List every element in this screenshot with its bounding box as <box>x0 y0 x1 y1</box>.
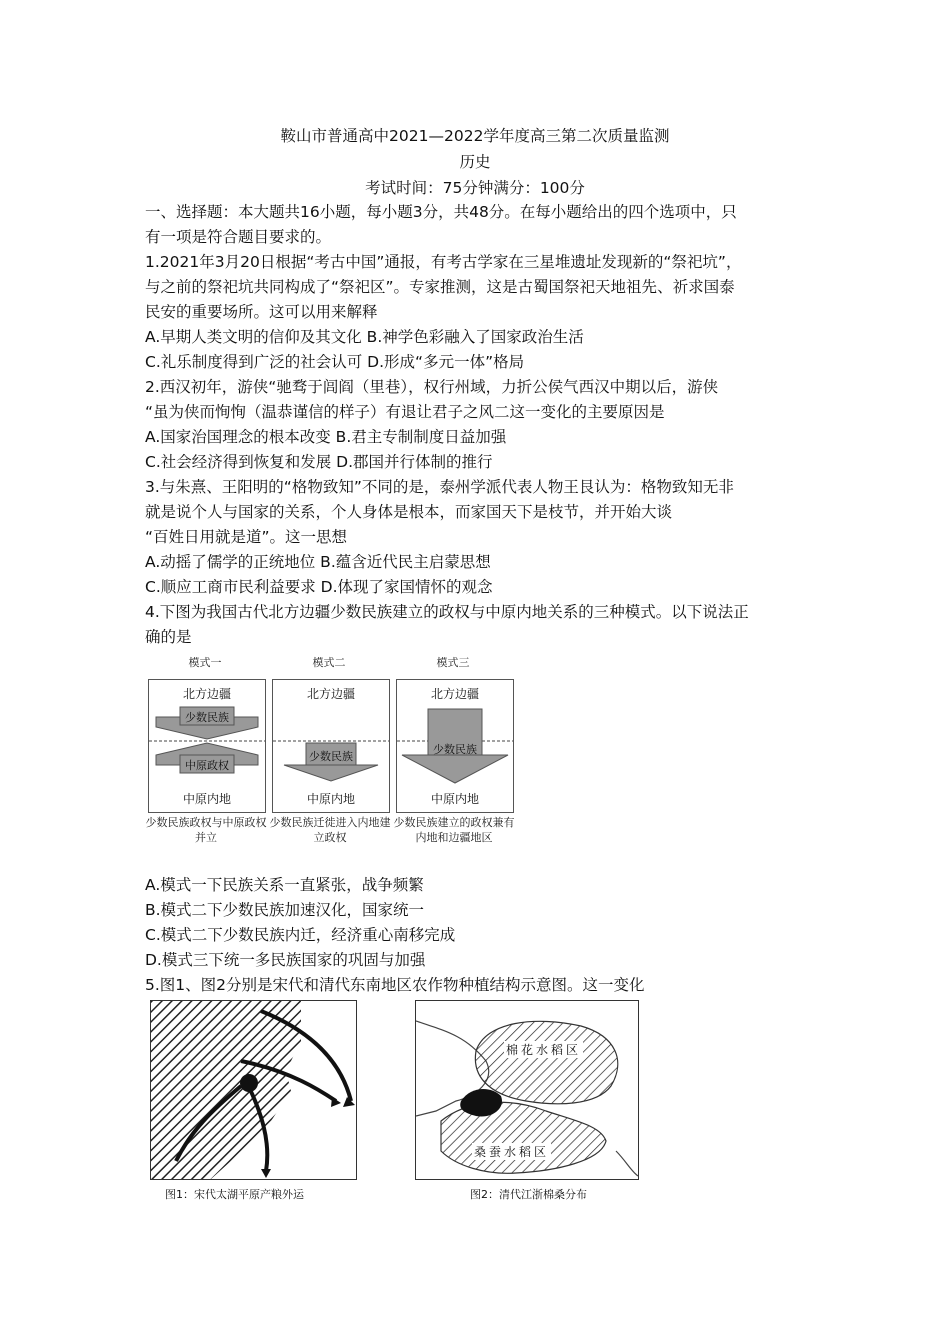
q1-stem-line3: 民安的重要场所。这可以用来解释 <box>145 303 378 321</box>
mode-caption: 少数民族迁徙进入内地建立政权 <box>269 816 391 844</box>
q2-stem-line1: 2.西汉初年，游侠“驰骛于闾阎（里巷），权行州域，力折公侯气西汉中期以后，游侠 <box>145 378 719 396</box>
mode-title: 模式一 <box>188 656 222 669</box>
mode-three-panel <box>393 651 513 846</box>
mode-arrow-label: 少数民族 <box>309 750 353 763</box>
q4-option-d: D.模式三下统一多民族国家的巩固与加强 <box>145 951 426 969</box>
mode-arrow-label: 少数民族 <box>185 711 229 724</box>
section-instructions-line1: 一、选择题：本大题共16小题，每小题3分，共48分。在每小题给出的四个选项中，只 <box>145 203 737 221</box>
mode-title: 模式三 <box>436 656 470 669</box>
mode-top-label: 北方边疆 <box>430 687 479 701</box>
down-arrow-shape <box>402 755 508 783</box>
q1-options-ab: A.早期人类文明的信仰及其文化 B.神学色彩融入了国家政治生活 <box>145 328 584 346</box>
mode-two-arrows <box>272 679 390 813</box>
song-taihu-grain-map <box>150 1000 357 1180</box>
map-illustration <box>151 1001 356 1179</box>
silk-rice-region-label: 桑蚕水稻区 <box>474 1145 550 1159</box>
mode-bottom-label: 中原内地 <box>306 792 355 806</box>
q4-stem-line2: 确的是 <box>145 628 192 646</box>
mode-top-label: 北方边疆 <box>182 687 231 701</box>
q4-option-b: B.模式二下少数民族加速汉化，国家统一 <box>145 901 425 919</box>
mode-arrow-label: 中原政权 <box>185 759 229 772</box>
q1-stem-line2: 与之前的祭祀坑共同构成了“祭祀区”。专家推测，这是古蜀国祭祀天地祖先、祈求国泰 <box>145 278 735 296</box>
mode-bottom-label: 中原内地 <box>430 792 479 806</box>
mode-two-panel <box>269 651 389 846</box>
q3-stem-line3: “百姓日用就是道”。这一思想 <box>145 528 348 546</box>
q5-stem-line1: 5.图1、图2分别是宋代和清代东南地区农作物种植结构示意图。这一变化 <box>145 976 645 994</box>
mode-one-panel <box>145 651 265 846</box>
q2-options-cd: C.社会经济得到恢复和发展 D.郡国并行体制的推行 <box>145 453 493 471</box>
exam-time-info: 考试时间：75分钟满分：100分 <box>365 179 585 197</box>
q3-options-ab: A.动摇了儒学的正统地位 B.蕴含近代民主启蒙思想 <box>145 553 491 571</box>
q3-stem-line2: 就是说个人与国家的关系，个人身体是根本，而家国天下是枝节，并开始大谈 <box>145 503 673 521</box>
mode-top-label: 北方边疆 <box>306 687 355 701</box>
q4-stem-line1: 4.下图为我国古代北方边疆少数民族建立的政权与中原内地关系的三种模式。以下说法正 <box>145 603 749 621</box>
down-arrow-shape <box>284 765 378 781</box>
q4-option-a: A.模式一下民族关系一直紧张，战争频繁 <box>145 876 424 894</box>
figure1-caption: 图1：宋代太湖平原产粮外运 <box>165 1188 304 1201</box>
cotton-rice-region-label: 棉花水稻区 <box>506 1043 582 1057</box>
exam-subject: 历史 <box>459 153 491 171</box>
q2-stem-line2: “虽为侠而恂恂（温恭谨信的样子）有退让君子之风二这一变化的主要原因是 <box>145 403 665 421</box>
qing-cotton-silk-map <box>415 1000 639 1180</box>
q1-stem-line1: 1.2021年3月20日根据“考古中国”通报，有考古学家在三星堆遗址发现新的“祭祀坑”， <box>145 253 742 271</box>
mode-title: 模式二 <box>312 656 346 669</box>
mode-one-arrows <box>148 679 266 813</box>
figure2-caption: 图2：清代江浙棉桑分布 <box>470 1188 587 1201</box>
mode-arrow-label: 少数民族 <box>433 743 477 756</box>
q3-options-cd: C.顺应工商市民利益要求 D.体现了家国情怀的观念 <box>145 578 493 596</box>
q2-options-ab: A.国家治国理念的根本改变 B.君主专制制度日益加强 <box>145 428 507 446</box>
mode-bottom-label: 中原内地 <box>182 792 231 806</box>
q3-stem-line1: 3.与朱熹、王阳明的“格物致知”不同的是，泰州学派代表人物王艮认为：格物致知无非 <box>145 478 734 496</box>
mode-caption: 少数民族建立的政权兼有内地和边疆地区 <box>393 816 515 844</box>
q1-options-cd: C.礼乐制度得到广泛的社会认可 D.形成“多元一体”格局 <box>145 353 525 371</box>
mode-caption: 少数民族政权与中原政权并立 <box>145 816 267 844</box>
q4-modes-figure <box>145 651 520 846</box>
q4-option-c: C.模式二下少数民族内迁，经济重心南移完成 <box>145 926 456 944</box>
section-instructions-line2: 有一项是符合题目要求的。 <box>145 228 332 246</box>
exam-title: 鞍山市普通高中2021—2022学年度高三第二次质量监测 <box>280 127 670 145</box>
